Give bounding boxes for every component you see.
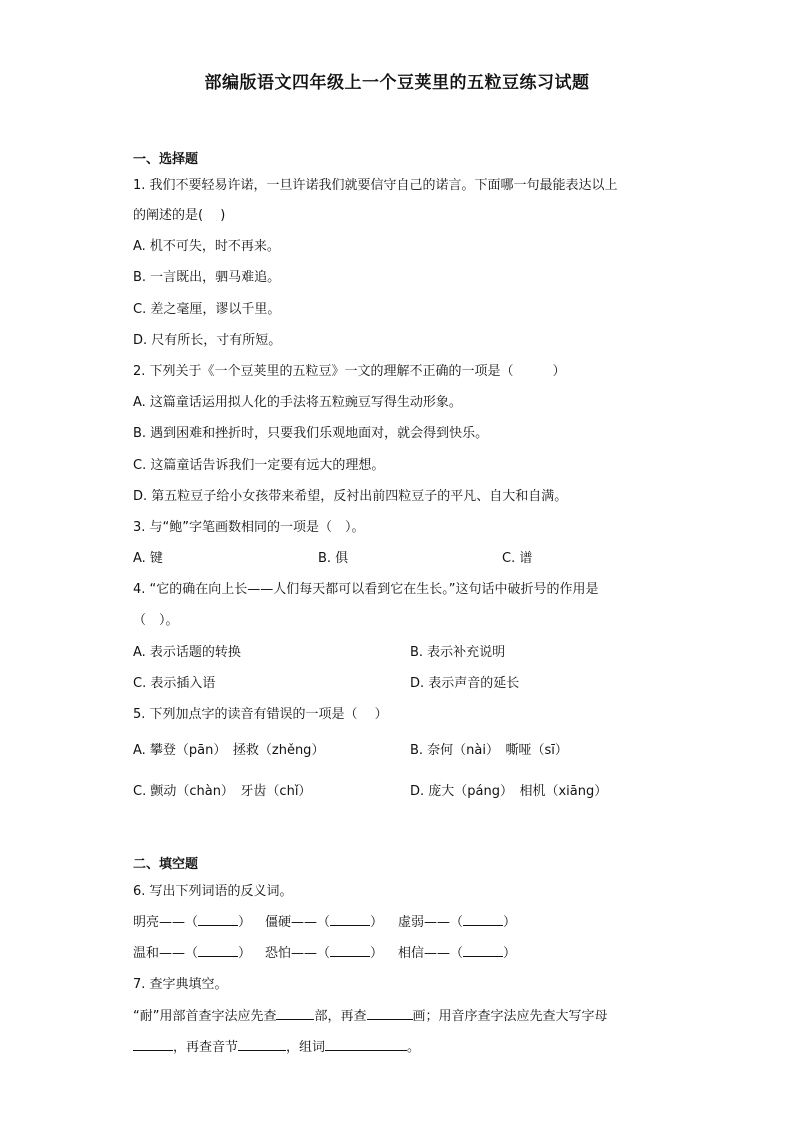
- q3-stem: 3. 与“鲍”字笔画数相同的一项是（ ）。: [133, 520, 365, 535]
- q6-item-1: [133, 911, 251, 930]
- q4-option-c: C. 表示插入语: [133, 676, 216, 691]
- section-heading-fill: 二、填空题: [133, 857, 199, 872]
- q5-option-d: D. 庞大（páng） 相机（xiāng）: [410, 784, 608, 799]
- q5-option-c: C. 颤动（chàn） 牙齿（chǐ）: [133, 784, 312, 799]
- answer-blank[interactable]: [133, 1037, 173, 1051]
- q6-close-paren: ）: [238, 915, 252, 930]
- q6-close-paren: ）: [503, 915, 517, 930]
- answer-blank[interactable]: [198, 943, 238, 957]
- section-heading-choice: 一、选择题: [133, 152, 199, 167]
- q6-item-5: [265, 942, 383, 961]
- answer-blank[interactable]: [330, 943, 370, 957]
- q4-option-d: D. 表示声音的延长: [410, 676, 520, 691]
- q2-option-c: C. 这篇童话告诉我们一定要有远大的理想。: [133, 458, 385, 473]
- q6-close-paren: ）: [238, 946, 252, 961]
- answer-blank[interactable]: [198, 912, 238, 926]
- q1-option-c: C. 差之毫厘，谬以千里。: [133, 302, 281, 317]
- q7-text: 。: [407, 1040, 421, 1055]
- q5-option-b: B. 奈何（nài） 嘶哑（sī）: [410, 743, 568, 758]
- q4-option-a: A. 表示话题的转换: [133, 645, 241, 660]
- q4-stem-line2: （ ）。: [133, 613, 179, 628]
- q2-option-d: D. 第五粒豆子给小女孩带来希望，反衬出前四粒豆子的平凡、自大和自满。: [133, 489, 568, 504]
- q6-close-paren: ）: [503, 946, 517, 961]
- q6-word: 僵硬——（: [265, 915, 331, 930]
- q5-option-a: A. 攀登（pān） 拯救（zhěng）: [133, 743, 325, 758]
- q6-stem: 6. 写出下列词语的反义词。: [133, 884, 293, 899]
- q7-line1: [133, 1005, 608, 1024]
- answer-blank[interactable]: [463, 943, 503, 957]
- q3-option-a: A. 键: [133, 551, 163, 566]
- answer-blank[interactable]: [325, 1037, 407, 1051]
- answer-blank[interactable]: [367, 1006, 413, 1020]
- q6-item-2: [265, 911, 383, 930]
- q6-word: 相信——（: [398, 946, 464, 961]
- q3-option-c: C. 谱: [502, 551, 533, 566]
- q1-option-b: B. 一言既出，驷马难追。: [133, 270, 281, 285]
- q7-line2: [133, 1036, 420, 1055]
- answer-blank[interactable]: [238, 1037, 286, 1051]
- q6-word: 明亮——（: [133, 915, 199, 930]
- q7-text: “耐”用部首查字法应先查: [133, 1009, 277, 1024]
- q6-item-4: [133, 942, 251, 961]
- q3-option-b: B. 俱: [318, 551, 349, 566]
- q2-option-a: A. 这篇童话运用拟人化的手法将五粒豌豆写得生动形象。: [133, 395, 462, 410]
- q7-text: ，组词: [286, 1040, 326, 1055]
- q6-word: 恐怕——（: [265, 946, 331, 961]
- answer-blank[interactable]: [463, 912, 503, 926]
- answer-blank[interactable]: [276, 1006, 314, 1020]
- q7-stem: 7. 查字典填空。: [133, 977, 228, 992]
- q7-text: 部，再查: [314, 1009, 367, 1024]
- q2-option-b: B. 遇到困难和挫折时，只要我们乐观地面对，就会得到快乐。: [133, 426, 489, 441]
- q7-text: 画；用音序查字法应先查大写字母: [412, 1009, 608, 1024]
- q4-stem-line1: 4. “它的确在向上长——人们每天都可以看到它在生长。”这句话中破折号的作用是: [133, 582, 599, 597]
- q1-option-d: D. 尺有所长，寸有所短。: [133, 333, 282, 348]
- page-title: 部编版语文四年级上一个豆荚里的五粒豆练习试题: [204, 73, 590, 93]
- q7-text: ，再查音节: [173, 1040, 239, 1055]
- answer-blank[interactable]: [330, 912, 370, 926]
- q4-option-b: B. 表示补充说明: [410, 645, 506, 660]
- q6-close-paren: ）: [370, 915, 384, 930]
- q1-option-a: A. 机不可失，时不再来。: [133, 239, 280, 254]
- q1-stem-line1: 1. 我们不要轻易许诺，一旦许诺我们就要信守自己的诺言。下面哪一句最能表达以上: [133, 178, 618, 193]
- q1-stem-line2: 的阐述的是( ): [133, 208, 226, 223]
- q6-word: 虚弱——（: [398, 915, 464, 930]
- q2-stem: 2. 下列关于《一个豆荚里的五粒豆》一文的理解不正确的一项是（ ）: [133, 364, 566, 379]
- q5-stem: 5. 下列加点字的读音有错误的一项是（ ）: [133, 707, 388, 722]
- q6-word: 温和——（: [133, 946, 199, 961]
- q6-close-paren: ）: [370, 946, 384, 961]
- q6-item-6: [398, 942, 516, 961]
- q6-item-3: [398, 911, 516, 930]
